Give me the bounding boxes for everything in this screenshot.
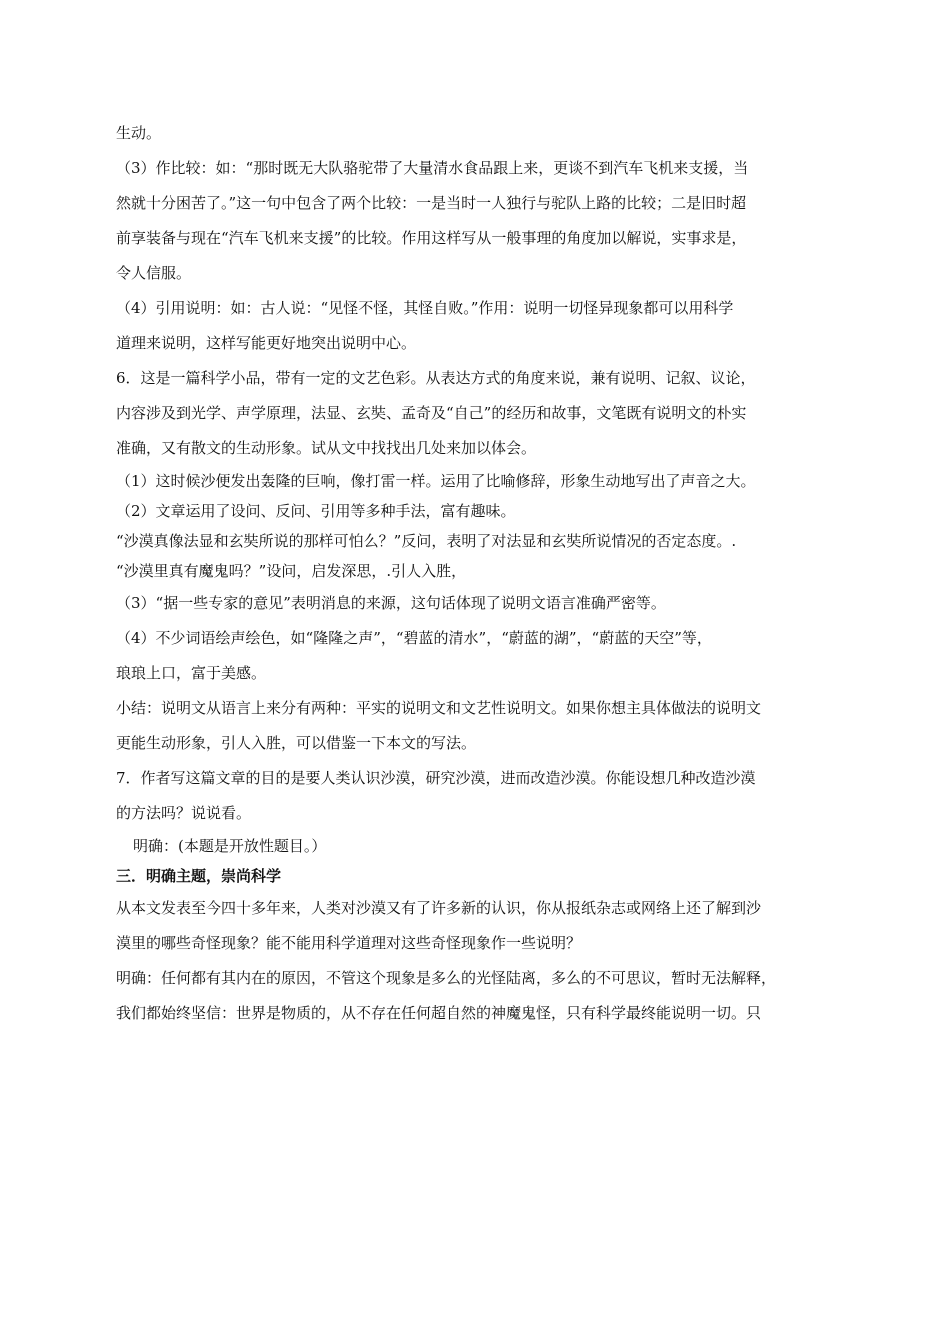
text-line: 明确：(本题是开放性题目。）: [133, 837, 327, 855]
text-line: 内容涉及到光学、声学原理，法显、玄奘、孟奇及“自己”的经历和故事，文笔既有说明文的朴实: [116, 404, 747, 422]
text-line: （3）“据一些专家的意见”表明消息的来源，这句话体现了说明文语言准确严密等。: [116, 594, 666, 612]
section-heading: 三．明确主题，崇尚科学: [116, 867, 282, 885]
text-line: 生动。: [116, 124, 162, 142]
text-line: 小结：说明文从语言上来分有两种：平实的说明文和文艺性说明文。如果你想主具体做法的说明文: [116, 699, 762, 717]
text-line: 然就十分困苦了。”这一句中包含了两个比较：一是当时一人独行与驼队上路的比较；二是旧时超: [116, 194, 747, 212]
text-line: 7．作者写这篇文章的目的是要人类认识沙漠，研究沙漠，进而改造沙漠。你能设想几种改造沙漠: [116, 769, 756, 787]
text-line: 令人信服。: [116, 264, 192, 282]
text-line: 准确，又有散文的生动形象。试从文中找找出几处来加以体会。: [116, 439, 537, 457]
text-line: 道理来说明，这样写能更好地突出说明中心。: [116, 334, 417, 352]
text-line: “沙漠真像法显和玄奘所说的那样可怕么？”反问，表明了对法显和玄奘所说情况的否定态度。.: [116, 532, 737, 550]
text-line: 漠里的哪些奇怪现象？能不能用科学道理对这些奇怪现象作一些说明？: [116, 934, 582, 952]
text-line: 6．这是一篇科学小品，带有一定的文艺色彩。从表达方式的角度来说，兼有说明、记叙、议论，: [116, 369, 756, 387]
text-line: （4）引用说明：如：古人说：“见怪不怪，其怪自败。”作用：说明一切怪异现象都可以用科学: [116, 299, 734, 317]
text-line: “沙漠里真有魔鬼吗？”设问，启发深思，.引人入胜，: [116, 562, 467, 580]
document-body: [116, 116, 840, 1031]
text-line: 明确：任何都有其内在的原因，不管这个现象是多么的光怪陆离，多么的不可思议，暂时无法解释，: [116, 969, 777, 987]
text-line: （3）作比较：如：“那时既无大队骆驼带了大量清水食品跟上来，更谈不到汽车飞机来支援，当: [116, 159, 749, 177]
text-line: 的方法吗？说说看。: [116, 804, 252, 822]
text-line: 从本文发表至今四十多年来，人类对沙漠又有了许多新的认识，你从报纸杂志或网络上还了解到沙: [116, 899, 762, 917]
text-line: 琅琅上口，富于美感。: [116, 664, 267, 682]
text-line: （2）文章运用了设问、反问、引用等多种手法，富有趣味。: [116, 502, 516, 520]
text-line: 前享装备与现在“汽车飞机来支援”的比较。作用这样写从一般事理的角度加以解说，实事求是，: [116, 229, 747, 247]
text-line: 我们都始终坚信：世界是物质的，从不存在任何超自然的神魔鬼怪，只有科学最终能说明一切。只: [116, 1004, 762, 1022]
text-line: （1）这时候沙便发出轰隆的巨响，像打雷一样。运用了比喻修辞，形象生动地写出了声音之大。: [116, 472, 756, 490]
text-line: 更能生动形象，引人入胜，可以借鉴一下本文的写法。: [116, 734, 477, 752]
text-line: （4）不少词语绘声绘色，如“隆隆之声”，“碧蓝的清水”，“蔚蓝的湖”，“蔚蓝的天空”等，: [116, 629, 712, 647]
